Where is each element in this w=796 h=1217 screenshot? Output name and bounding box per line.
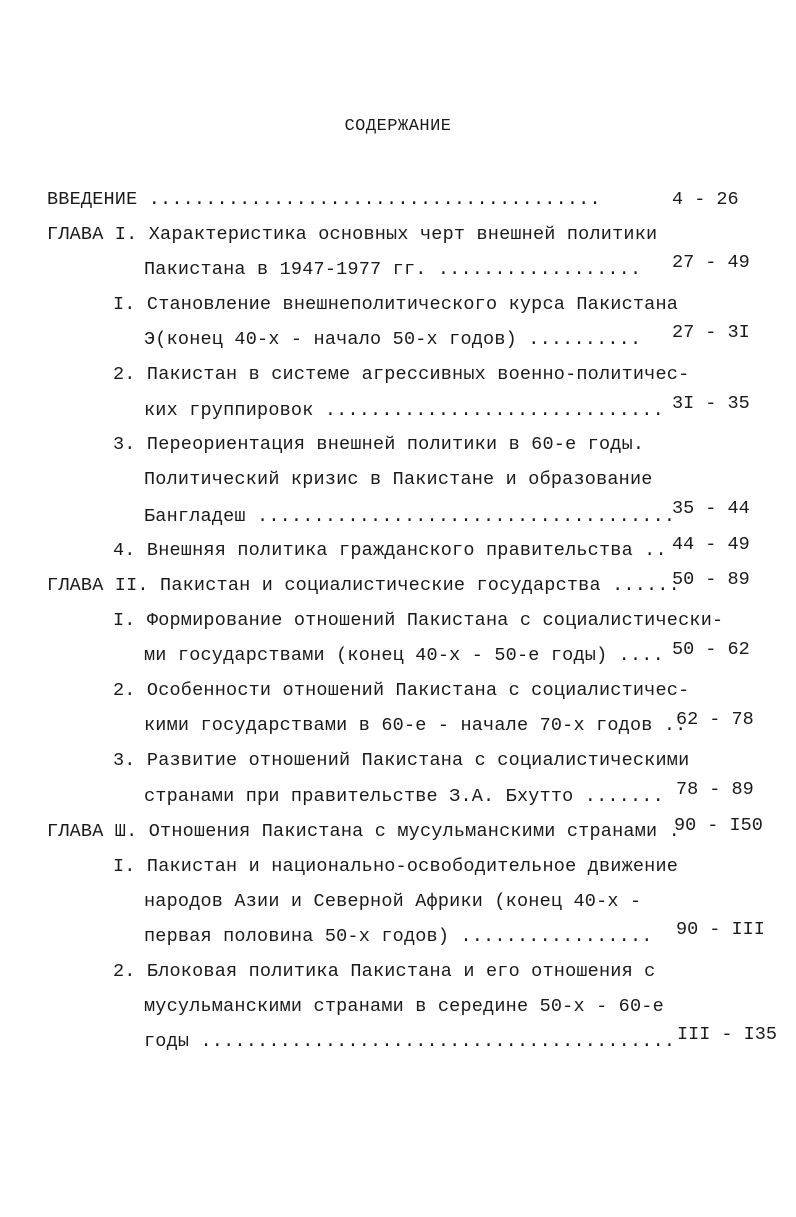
- toc-line-section-2-2: 2. Особенности отношений Пакистана с социалистичес-: [113, 680, 690, 701]
- toc-line-section-1-3-cont: Политический кризис в Пакистане и образование: [144, 469, 653, 490]
- toc-pages-chapter-3: 90 - I50: [674, 815, 763, 836]
- toc-line-section-1-1-cont: Э(конец 40-х - начало 50-х годов) ..........: [144, 329, 642, 350]
- toc-pages-section-1-1: 27 - 3I: [672, 322, 750, 343]
- toc-line-section-3-1: I. Пакистан и национально-освободительное движение: [113, 856, 679, 877]
- toc-line-section-3-2: 2. Блоковая политика Пакистана и его отношения с: [113, 961, 656, 982]
- toc-line-section-1-3-cont2: Бангладеш .....................................: [144, 506, 676, 527]
- toc-line-section-1-1: I. Становление внешнеполитического курса Пакистана: [113, 294, 679, 315]
- toc-line-section-3-1-cont: народов Азии и Северной Африки (конец 40-х -: [144, 891, 642, 912]
- toc-line-section-2-3-cont: странами при правительстве З.А. Бхутто .......: [144, 786, 664, 807]
- toc-line-section-3-2-cont: мусульманскими странами в середине 50-х - 60-е: [144, 996, 664, 1017]
- toc-line-section-2-1-cont: ми государствами (конец 40-х - 50-е годы) ....: [144, 645, 664, 666]
- toc-pages-section-3-1: 90 - III: [676, 919, 765, 940]
- toc-line-chapter-2: ГЛАВА II. Пакистан и социалистические государства ......: [47, 575, 680, 596]
- toc-line-chapter-3: ГЛАВА Ш. Отношения Пакистана с мусульманскими странами .: [47, 821, 680, 842]
- toc-line-section-1-3: 3. Переориентация внешней политики в 60-е годы.: [113, 434, 645, 455]
- toc-line-section-1-2: 2. Пакистан в системе агрессивных военно-политичес-: [113, 364, 690, 385]
- toc-line-section-1-2-cont: ких группировок ..............................: [144, 400, 664, 421]
- page-title: СОДЕРЖАНИЕ: [344, 117, 452, 136]
- toc-pages-introduction: 4 - 26: [672, 189, 739, 210]
- toc-line-section-2-3: 3. Развитие отношений Пакистана с социалистическими: [113, 750, 690, 771]
- toc-line-section-2-2-cont: кими государствами в 60-е - начале 70-х годов ..: [144, 715, 687, 736]
- toc-pages-section-2-2: 62 - 78: [676, 709, 754, 730]
- toc-pages-section-1-4: 44 - 49: [672, 534, 750, 555]
- toc-pages-chapter-2: 50 - 89: [672, 569, 750, 590]
- toc-pages-section-2-1: 50 - 62: [672, 639, 750, 660]
- toc-pages-section-2-3: 78 - 89: [676, 779, 754, 800]
- toc-line-introduction: ВВЕДЕНИЕ ........................................: [47, 189, 601, 210]
- toc-pages-chapter-1: 27 - 49: [672, 252, 750, 273]
- toc-line-section-3-1-cont2: первая половина 50-х годов) .................: [144, 926, 653, 947]
- toc-pages-section-3-2: III - I35: [677, 1024, 777, 1045]
- toc-line-section-3-2-cont2: годы ..........................................: [144, 1031, 676, 1052]
- toc-line-chapter-1-cont: Пакистана в 1947-1977 гг. ..................: [144, 259, 642, 280]
- toc-line-section-1-4: 4. Внешняя политика гражданского правительства ..: [113, 540, 667, 561]
- toc-line-chapter-1: ГЛАВА I. Характеристика основных черт внешней политики: [47, 224, 658, 245]
- toc-pages-section-1-3: 35 - 44: [672, 498, 750, 519]
- toc-pages-section-1-2: 3I - 35: [672, 393, 750, 414]
- toc-line-section-2-1: I. Формирование отношений Пакистана с социалистически-: [113, 610, 724, 631]
